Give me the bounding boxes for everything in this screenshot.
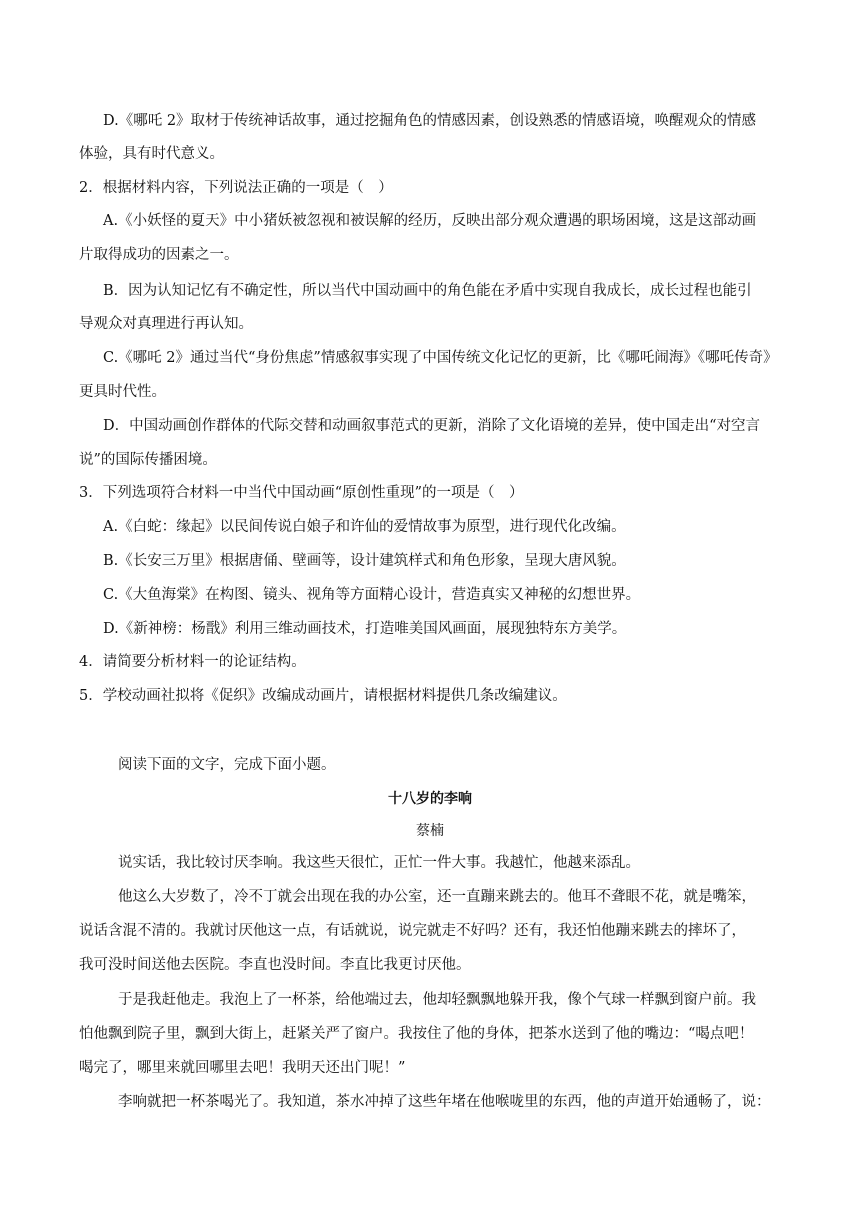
q3-option-b: B.《长安三万里》根据唐俑、壁画等，设计建筑样式和角色形象，呈现大唐风貌。	[103, 553, 626, 569]
story-paragraph-2-line2: 说话含混不清的。我就讨厌他这一点，有话就说，说完就走不好吗？还有，我还怕他蹦来跳去的摔坏了，	[79, 923, 746, 939]
q1-option-d-line2: 体验，具有时代意义。	[79, 146, 224, 162]
q3-option-c: C.《大鱼海棠》在构图、镜头、视角等方面精心设计，营造真实又神秘的幻想世界。	[103, 587, 641, 603]
q2-option-a-line2: 片取得成功的因素之一。	[79, 247, 239, 263]
story-paragraph-3-line3: 喝完了，哪里来就回哪里去吧！我明天还出门呢！”	[79, 1060, 406, 1076]
reading-instruction: 阅读下面的文字，完成下面小题。	[118, 757, 336, 773]
q2-option-a-line1: A.《小妖怪的夏天》中小猪妖被忽视和被误解的经历，反映出部分观众遭遇的职场困境，这是这部动画	[103, 213, 757, 229]
story-paragraph-1: 说实话，我比较讨厌李响。我这些天很忙，正忙一件大事。我越忙，他越来添乱。	[118, 855, 640, 871]
question-3-stem: 3．下列选项符合材料一中当代中国动画“原创性重现”的一项是（ ）	[79, 485, 524, 501]
q3-option-a: A.《白蛇：缘起》以民间传说白娘子和许仙的爱情故事为原型，进行现代化改编。	[103, 519, 626, 535]
story-paragraph-2-line1: 他这么大岁数了，冷不丁就会出现在我的办公室，还一直蹦来跳去的。他耳不聋眼不花，就是嘴笨，	[118, 889, 756, 905]
story-paragraph-3-line2: 怕他飘到院子里，飘到大街上，赶紧关严了窗户。我按住了他的身体，把茶水送到了他的嘴边：“喝点吧！	[79, 1026, 754, 1042]
q2-option-d-line1: D．中国动画创作群体的代际交替和动画叙事范式的更新，消除了文化语境的差异，使中国走出“对空言	[103, 418, 761, 434]
q2-option-b-line1: B．因为认知记忆有不确定性，所以当代中国动画中的角色能在矛盾中实现自我成长，成长过程也能引	[103, 283, 752, 299]
question-2-stem: 2．根据材料内容，下列说法正确的一项是（ ）	[79, 180, 393, 196]
q2-option-c-line2: 更具时代性。	[79, 384, 166, 400]
story-paragraph-3-line1: 于是我赶他走。我泡上了一杯茶，给他端过去，他却轻飘飘地躲开我，像个气球一样飘到窗户前。我	[118, 992, 756, 1008]
q1-option-d-line1: D.《哪吒 2》取材于传统神话故事，通过挖掘角色的情感因素，创设熟悉的情感语境，唤醒观众的情感	[103, 113, 757, 129]
q3-option-d: D.《新神榜：杨戬》利用三维动画技术，打造唯美国风画面，展现独特东方美学。	[103, 621, 627, 637]
story-title: 十八岁的李响	[388, 791, 472, 807]
q2-option-d-line2: 说”的国际传播困境。	[79, 452, 217, 468]
question-4-stem: 4．请简要分析材料一的论证结构。	[79, 654, 306, 670]
story-author: 蔡楠	[416, 823, 444, 839]
q2-option-b-line2: 导观众对真理进行再认知。	[79, 316, 253, 332]
story-paragraph-4-line1: 李响就把一杯茶喝光了。我知道，茶水冲掉了这些年堵在他喉咙里的东西，他的声道开始通畅了，说：	[118, 1094, 771, 1110]
story-paragraph-2-line3: 我可没时间送他去医院。李直也没时间。李直比我更讨厌他。	[79, 957, 471, 973]
q2-option-c-line1: C.《哪吒 2》通过当代“身份焦虑”情感叙事实现了中国传统文化记忆的更新，比《哪吒闹海》《哪吒传奇》	[103, 350, 778, 366]
question-5-stem: 5．学校动画社拟将《促织》改编成动画片，请根据材料提供几条改编建议。	[79, 688, 567, 704]
